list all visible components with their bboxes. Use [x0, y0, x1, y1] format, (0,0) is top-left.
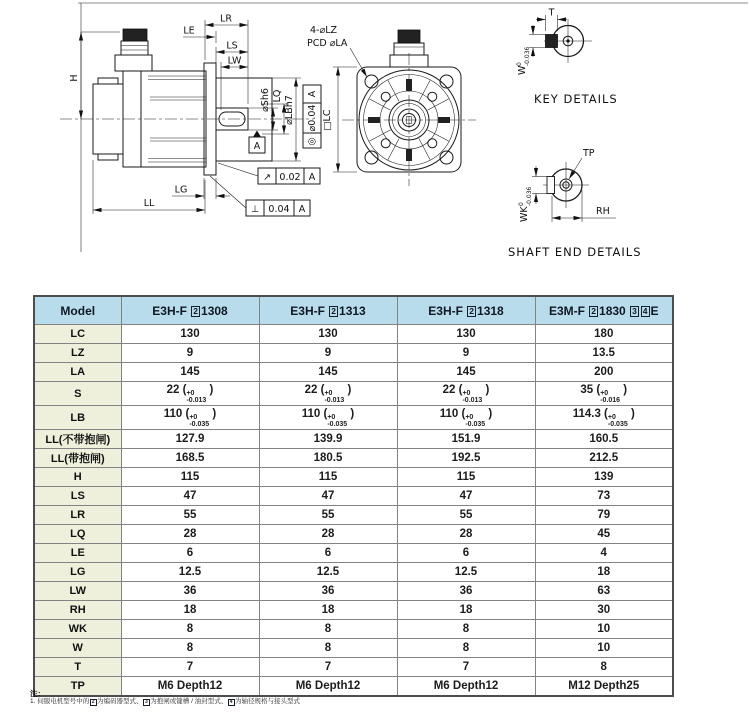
value-cell: 110 ( +0 -0.035 ): [121, 406, 259, 430]
table-row: [34, 325, 673, 344]
value-cell: 12.5: [397, 563, 535, 582]
value-cell: 47: [259, 487, 397, 506]
dim-t-label: T: [548, 7, 555, 19]
value-cell: 47: [121, 487, 259, 506]
boxed-digit: 2: [591, 305, 597, 316]
concentricity-icon: ◎: [307, 136, 317, 147]
value-cell: 8: [121, 639, 259, 658]
value-cell: 4: [535, 544, 673, 563]
boxed-digit: 3: [145, 698, 148, 705]
boxed-digit: 4: [642, 305, 648, 316]
row-label: LE: [34, 544, 121, 563]
dim-lw-label: LW: [227, 55, 242, 67]
row-label: S: [34, 382, 121, 406]
value-cell: 18: [259, 601, 397, 620]
value-cell: 115: [121, 468, 259, 487]
value-cell: 192.5: [397, 449, 535, 468]
key-details-title: KEY DETAILS: [534, 92, 618, 106]
row-label: H: [34, 468, 121, 487]
fcf-datum: A: [307, 90, 318, 98]
value-cell: 6: [397, 544, 535, 563]
value-cell: 7: [259, 658, 397, 677]
value-cell: 36: [259, 582, 397, 601]
value-cell: M12 Depth25: [535, 677, 673, 696]
dim-wk-label: [518, 186, 533, 222]
value-cell: 212.5: [535, 449, 673, 468]
dim-lg-label: LG: [174, 184, 188, 196]
key-section: [546, 35, 558, 48]
table-row: [34, 506, 673, 525]
dim-ll-label: LL: [143, 198, 155, 209]
value-cell: 7: [397, 658, 535, 677]
boxed-digit: 2: [193, 305, 199, 316]
value-cell: M6 Depth12: [121, 677, 259, 696]
row-label: LW: [34, 582, 121, 601]
svg-text:0: 0: [516, 62, 523, 66]
value-cell: 8: [397, 620, 535, 639]
row-label: LL(不带抱闸): [34, 430, 121, 449]
boxed-digit: 2: [469, 305, 475, 316]
value-cell: 30: [535, 601, 673, 620]
row-label: T: [34, 658, 121, 677]
row-label: LZ: [34, 344, 121, 363]
value-cell: 8: [121, 620, 259, 639]
column-header-model-1: E3H-F 2 1308: [121, 296, 259, 325]
key-details-view: [516, 8, 618, 107]
dim-h-label: H: [69, 74, 80, 82]
value-cell: 130: [121, 325, 259, 344]
table-row: [34, 639, 673, 658]
value-cell: 45: [535, 525, 673, 544]
value-cell: 12.5: [259, 563, 397, 582]
value-cell: 110 ( +0 -0.035 ): [259, 406, 397, 430]
dim-lc-label: □LC: [322, 109, 333, 131]
footnotes: [30, 690, 730, 706]
svg-text:-0.036: -0.036: [526, 186, 533, 206]
table-row: [34, 582, 673, 601]
value-cell: 28: [397, 525, 535, 544]
keyway-flat: [547, 177, 555, 194]
value-cell: 110 ( +0 -0.035 ): [397, 406, 535, 430]
row-label: LC: [34, 325, 121, 344]
value-cell: 8: [259, 620, 397, 639]
table-header-row: [34, 296, 673, 325]
value-cell: 9: [121, 344, 259, 363]
table-row: [34, 487, 673, 506]
value-cell: 180.5: [259, 449, 397, 468]
row-label: TP: [34, 677, 121, 696]
technical-drawing: [0, 0, 750, 292]
note-line-1: 1. 伺服电机型号中的 2 为编码器型式、 3 为抱闸或键槽 / 油封型式、 4 为轴径规格与接头型式: [30, 698, 300, 705]
value-cell: 10: [535, 620, 673, 639]
dimension-table: [33, 295, 674, 697]
row-label: RH: [34, 601, 121, 620]
value-cell: 12.5: [121, 563, 259, 582]
tp-label: TP: [583, 148, 595, 159]
table-row: [34, 620, 673, 639]
value-cell: 22 ( +0 -0.013 ): [397, 382, 535, 406]
value-cell: 114.3 ( +0 -0.035 ): [535, 406, 673, 430]
table-row: [34, 430, 673, 449]
column-header-model-3: E3H-F 2 1318: [397, 296, 535, 325]
row-label: LG: [34, 563, 121, 582]
fcf-concentricity: [303, 85, 321, 148]
boxed-digit: 2: [91, 698, 95, 705]
svg-text:-0.036: -0.036: [524, 46, 531, 66]
svg-text:WK: WK: [519, 206, 530, 222]
holes-label: 4-⌀LZ: [310, 25, 337, 36]
note-title: 注：: [30, 689, 45, 698]
value-cell: 22 ( +0 -0.013 ): [259, 382, 397, 406]
value-cell: 7: [121, 658, 259, 677]
value-cell: 6: [259, 544, 397, 563]
pcd-label: PCD ⌀LA: [307, 38, 348, 49]
value-cell: 115: [397, 468, 535, 487]
table-row: [34, 525, 673, 544]
dim-le-label: LE: [183, 25, 195, 37]
value-cell: 145: [121, 363, 259, 382]
value-cell: 9: [259, 344, 397, 363]
value-cell: 79: [535, 506, 673, 525]
row-label: LR: [34, 506, 121, 525]
row-label: LL(带抱闸): [34, 449, 121, 468]
value-cell: 36: [121, 582, 259, 601]
value-cell: 10: [535, 639, 673, 658]
value-cell: 145: [259, 363, 397, 382]
value-cell: 6: [121, 544, 259, 563]
value-cell: 9: [397, 344, 535, 363]
runout-icon: ↗: [263, 172, 271, 183]
value-cell: 180: [535, 325, 673, 344]
boxed-digit: 3: [632, 305, 637, 316]
value-cell: 55: [121, 506, 259, 525]
value-cell: 55: [259, 506, 397, 525]
table-row: [34, 449, 673, 468]
value-cell: 145: [397, 363, 535, 382]
value-cell: 168.5: [121, 449, 259, 468]
value-cell: 130: [259, 325, 397, 344]
value-cell: 73: [535, 487, 673, 506]
value-cell: 36: [397, 582, 535, 601]
table-row: [34, 658, 673, 677]
front-view: [307, 25, 476, 186]
perp-datum: A: [298, 204, 306, 215]
table-row: [34, 382, 673, 406]
dim-w-label: [516, 46, 531, 75]
row-label: LA: [34, 363, 121, 382]
value-cell: 22 ( +0 -0.013 ): [121, 382, 259, 406]
value-cell: 18: [121, 601, 259, 620]
column-header-model-2: E3H-F 2 1313: [259, 296, 397, 325]
value-cell: 63: [535, 582, 673, 601]
value-cell: 200: [535, 363, 673, 382]
value-cell: 127.9: [121, 430, 259, 449]
value-cell: 8: [397, 639, 535, 658]
value-cell: 151.9: [397, 430, 535, 449]
shaft-end-view: [508, 148, 642, 259]
dim-rh-label: RH: [596, 206, 610, 217]
table-body: [34, 325, 673, 696]
row-label: WK: [34, 620, 121, 639]
runout-datum: A: [308, 172, 316, 183]
value-cell: 28: [259, 525, 397, 544]
table-row: [34, 544, 673, 563]
perpendicularity-icon: ⊥: [250, 204, 260, 215]
table-row: [34, 601, 673, 620]
table-row: [34, 344, 673, 363]
shaft-end-details-title: SHAFT END DETAILS: [508, 245, 642, 259]
value-cell: 130: [397, 325, 535, 344]
value-cell: 139.9: [259, 430, 397, 449]
row-label: LQ: [34, 525, 121, 544]
value-cell: 160.5: [535, 430, 673, 449]
fcf-tolerance: ⌀0.04: [307, 104, 318, 132]
datum-a-label: A: [253, 141, 261, 152]
table-row: [34, 468, 673, 487]
value-cell: 18: [535, 563, 673, 582]
dim-ls-label: LS: [226, 40, 238, 52]
model-header: Model: [34, 296, 121, 325]
row-label: W: [34, 639, 121, 658]
connector-cap: [123, 29, 147, 41]
value-cell: 139: [535, 468, 673, 487]
value-cell: 8: [535, 658, 673, 677]
value-cell: 47: [397, 487, 535, 506]
svg-text:W: W: [517, 65, 528, 75]
table-row: [34, 563, 673, 582]
row-label: LB: [34, 406, 121, 430]
svg-text:0: 0: [518, 202, 525, 206]
boxed-digit: 4: [229, 698, 233, 705]
value-cell: 55: [397, 506, 535, 525]
fcf-runout: [218, 163, 320, 184]
table-row: [34, 406, 673, 430]
side-view: [60, 14, 321, 217]
value-cell: 28: [121, 525, 259, 544]
boxed-digit: 2: [331, 305, 337, 316]
value-cell: M6 Depth12: [397, 677, 535, 696]
table-row: [34, 363, 673, 382]
column-header-model-4: E3M-F 2 1830 3 4 E: [535, 296, 673, 325]
value-cell: 35 ( +0 -0.016 ): [535, 382, 673, 406]
value-cell: M6 Depth12: [259, 677, 397, 696]
row-label: LS: [34, 487, 121, 506]
dim-shaft-dia-label: ⌀Sh6: [260, 88, 271, 112]
dim-lr-label: LR: [220, 13, 232, 25]
value-cell: 8: [259, 639, 397, 658]
value-cell: 13.5: [535, 344, 673, 363]
perp-tolerance: 0.04: [268, 204, 290, 215]
dim-flange-dia-label: ⌀LBh7: [284, 95, 295, 125]
value-cell: 18: [397, 601, 535, 620]
dim-lq-label: LQ: [272, 89, 283, 103]
value-cell: 115: [259, 468, 397, 487]
runout-tolerance: 0.02: [279, 172, 301, 183]
